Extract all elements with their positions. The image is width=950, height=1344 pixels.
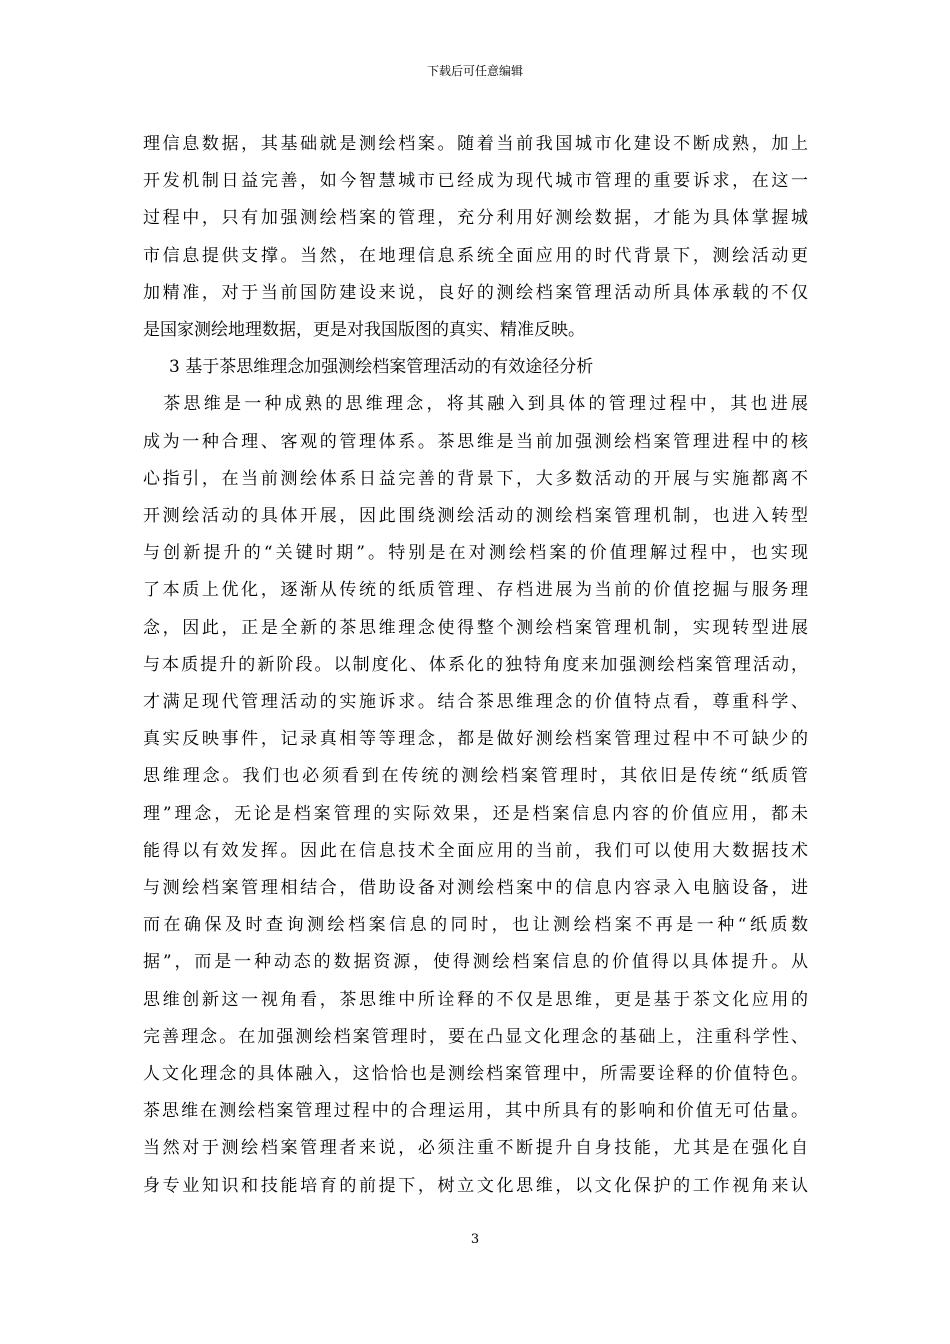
text-line: 当然对于测绘档案管理者来说，必须注重不断提升自身技能，尤其是在强化自 bbox=[143, 1138, 808, 1159]
text-line: 理信息数据，其基础就是测绘档案。随着当前我国城市化建设不断成熟，加上 bbox=[143, 134, 808, 154]
text-line: 能得以有效发挥。因此在信息技术全面应用的当前，我们可以使用大数据技术 bbox=[143, 840, 808, 861]
text-line: 开测绘活动的具体开展，因此围绕测绘活动的测绘档案管理机制，也进入转型 bbox=[143, 506, 808, 527]
text-line: 与本质提升的新阶段。以制度化、体系化的独特角度来加强测绘档案管理活动， bbox=[143, 654, 808, 675]
text-line: 而在确保及时查询测绘档案信息的同时，也让测绘档案不再是一种“纸质数 bbox=[143, 915, 808, 936]
text-line: 思维创新这一视角看，茶思维中所诠释的不仅是思维，更是基于茶文化应用的 bbox=[143, 989, 808, 1010]
text-line: 是国家测绘地理数据，更是对我国版图的真实、精准反映。 bbox=[143, 320, 585, 341]
text-line: 才满足现代管理活动的实施诉求。结合茶思维理念的价值特点看，尊重科学、 bbox=[143, 692, 808, 713]
text-line: 与创新提升的“关键时期”。特别是在对测绘档案的价值理解过程中，也实现 bbox=[143, 543, 808, 564]
text-line: 加精准，对于当前国防建设来说，良好的测绘档案管理活动所具体承载的不仅 bbox=[143, 282, 808, 303]
page-number: 3 bbox=[470, 1232, 480, 1247]
text-line: 过程中，只有加强测绘档案的管理，充分利用好测绘数据，才能为具体掌握城 bbox=[143, 208, 808, 229]
text-line: 念，因此，正是全新的茶思维理念使得整个测绘档案管理机制，实现转型进展 bbox=[143, 617, 808, 638]
text-line: 思维理念。我们也必须看到在传统的测绘档案管理时，其依旧是传统“纸质管 bbox=[143, 766, 808, 787]
text-line: 身专业知识和技能培育的前提下，树立文化思维，以文化保护的工作视角来认 bbox=[143, 1175, 808, 1196]
section-heading: 3 基于茶思维理念加强测绘档案管理活动的有效途径分析 bbox=[169, 357, 594, 378]
paragraph-2 bbox=[143, 386, 808, 1204]
text-line: 茶思维在测绘档案管理过程中的合理运用，其中所具有的影响和价值无可估量。 bbox=[143, 1101, 808, 1122]
text-line: 茶思维是一种成熟的思维理念，将其融入到具体的管理过程中，其也进展 bbox=[143, 394, 808, 415]
text-line: 了本质上优化，逐渐从传统的纸质管理、存档进展为当前的价值挖掘与服务理 bbox=[143, 580, 808, 601]
text-line: 据”，而是一种动态的数据资源，使得测绘档案信息的价值得以具体提升。从 bbox=[143, 952, 808, 973]
text-line: 理”理念，无论是档案管理的实际效果，还是档案信息内容的价值应用，都未 bbox=[143, 803, 808, 824]
text-line: 成为一种合理、客观的管理体系。茶思维是当前加强测绘档案管理进程中的核 bbox=[143, 431, 808, 452]
text-line: 市信息提供支撑。当然，在地理信息系统全面应用的时代背景下，测绘活动更 bbox=[143, 245, 808, 266]
text-line: 心指引，在当前测绘体系日益完善的背景下，大多数活动的开展与实施都离不 bbox=[143, 468, 808, 489]
text-line: 完善理念。在加强测绘档案管理时，要在凸显文化理念的基础上，注重科学性、 bbox=[143, 1026, 808, 1047]
text-line: 与测绘档案管理相结合，借助设备对测绘档案中的信息内容录入电脑设备，进 bbox=[143, 878, 808, 899]
text-line: 开发机制日益完善，如今智慧城市已经成为现代城市管理的重要诉求，在这一 bbox=[143, 171, 808, 192]
text-line: 真实反映事件，记录真相等等理念，都是做好测绘档案管理过程中不可缺少的 bbox=[143, 729, 808, 750]
paragraph-1 bbox=[143, 126, 808, 349]
text-line: 人文化理念的具体融入，这恰恰也是测绘档案管理中，所需要诠释的价值特色。 bbox=[143, 1064, 808, 1085]
page-header: 下载后可任意编辑 bbox=[426, 64, 523, 78]
document-body bbox=[143, 126, 808, 1205]
